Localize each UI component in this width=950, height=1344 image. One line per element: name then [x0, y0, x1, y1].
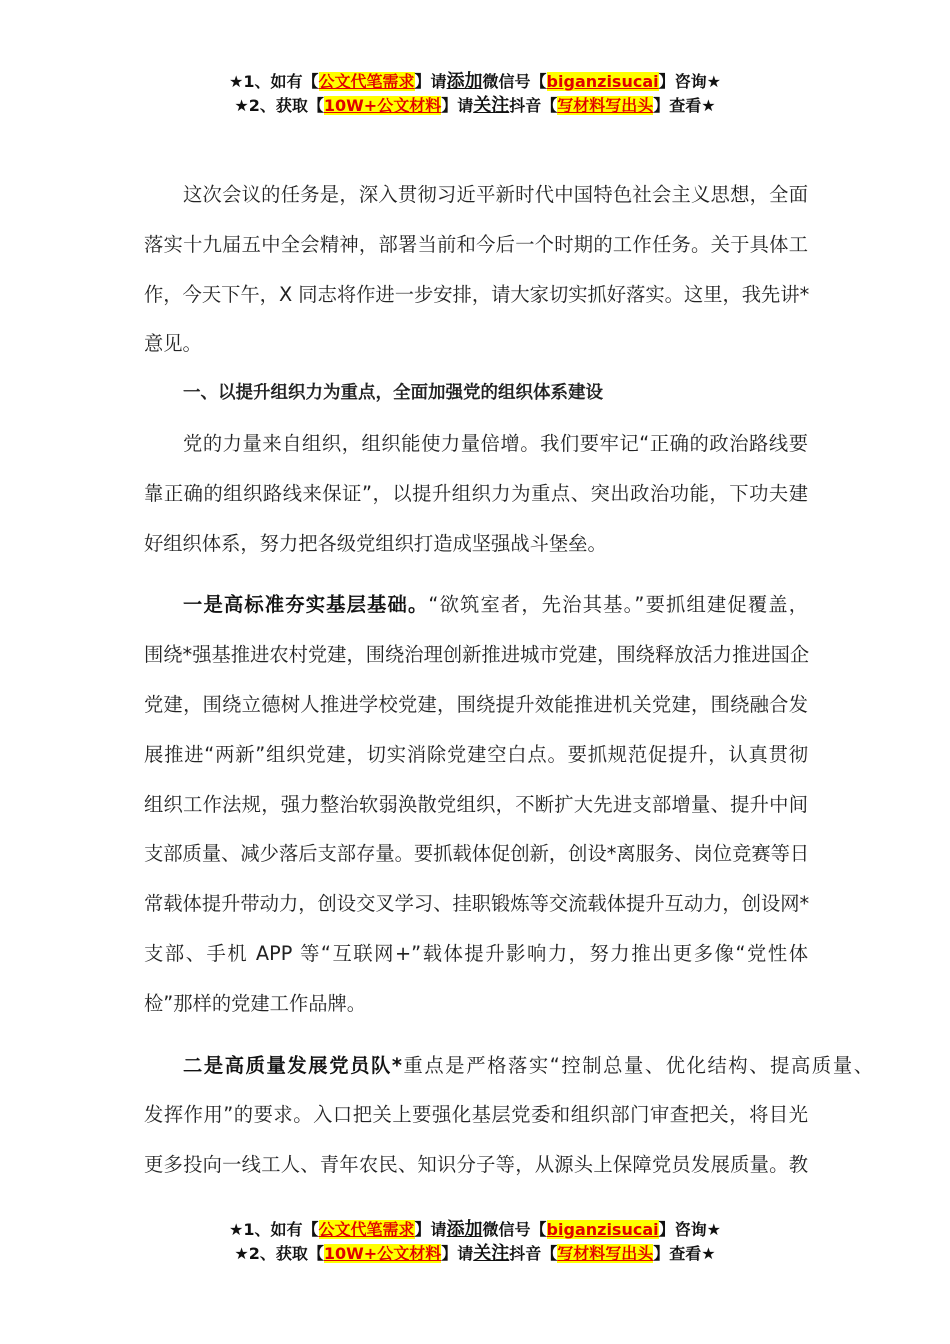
paragraph-2	[144, 419, 808, 568]
text-line: 好组织体系，努力把各级党组织打造成坚强战斗堡垒。	[144, 531, 607, 555]
text-line: 组织工作法规，强力整治软弱涣散党组织，不断扩大先进支部增量、提升中间	[144, 792, 808, 816]
text-line: 党的力量来自组织，组织能使力量倍增。我们要牢记“正确的政治路线要	[183, 431, 808, 455]
text-line: 二是高质量发展党员队*重点是严格落实“控制总量、优化结构、提高质量、	[183, 1053, 873, 1077]
promo-banner-bottom	[0, 1218, 950, 1266]
paragraph-3	[144, 580, 808, 1028]
text-line: 发挥作用”的要求。入口把关上要强化基层党委和组织部门审查把关，将目光	[144, 1103, 808, 1127]
document-body	[144, 170, 873, 1190]
text-line: 党建，围绕立德树人推进学校党建，围绕提升效能推进机关党建，围绕融合发	[144, 692, 808, 716]
promo-line-1: ★1、如有【公文代笔需求】请添加微信号【biganzisucai】咨询★	[229, 1219, 721, 1240]
text-line: 检”那样的党建工作品牌。	[144, 991, 367, 1015]
text-line: 这次会议的任务是，深入贯彻习近平新时代中国特色社会主义思想，全面	[183, 183, 808, 206]
text-line: 落实十九届五中全会精神，部署当前和今后一个时期的工作任务。关于具体工	[144, 232, 808, 256]
text-line: 靠正确的组织路线来保证”，以提升组织力为重点、突出政治功能，下功夫建	[144, 481, 808, 505]
bold-lead: 一是高标准夯实基层基础。	[183, 593, 429, 617]
text-line: 作，今天下午，X 同志将作进一步安排，请大家切实抓好落实。这里，我先讲*	[144, 282, 810, 306]
text-line: 意见。	[144, 332, 202, 356]
promo-banner-top	[0, 70, 950, 118]
text-line: 围绕*强基推进农村党建，围绕治理创新推进城市党建，围绕释放活力推进国企	[144, 643, 810, 667]
text-line: 支部质量、减少落后支部存量。要抓载体促创新，创设*离服务、岗位竞赛等日	[144, 842, 810, 866]
promo-line-1: ★1、如有【公文代笔需求】请添加微信号【biganzisucai】咨询★	[229, 71, 721, 92]
paragraph-4	[144, 1041, 873, 1190]
paragraph-intro	[144, 170, 808, 369]
promo-line-2: ★2、获取【10W+公文材料】请关注抖音【写材料写出头】查看★	[234, 95, 716, 116]
text-line: 一是高标准夯实基层基础。“欲筑室者，先治其基。”要抓组建促覆盖，	[183, 593, 808, 617]
text-line: 更多投向一线工人、青年农民、知识分子等，从源头上保障党员发展质量。教	[144, 1153, 808, 1177]
text-line: 展推进“两新”组织党建，切实消除党建空白点。要抓规范促提升，认真贯彻	[144, 742, 808, 766]
promo-line-2: ★2、获取【10W+公文材料】请关注抖音【写材料写出头】查看★	[234, 1243, 716, 1264]
bold-lead: 二是高质量发展党员队*	[183, 1053, 402, 1077]
text-line: 常载体提升带动力，创设交叉学习、挂职锻炼等交流载体提升互动力，创设网*	[144, 892, 810, 916]
text-line: 支部、手机 APP 等“互联网+”载体提升影响力，努力推出更多像“党性体	[144, 941, 808, 965]
section-heading: 一、以提升组织力为重点，全面加强党的组织体系建设	[183, 383, 603, 404]
